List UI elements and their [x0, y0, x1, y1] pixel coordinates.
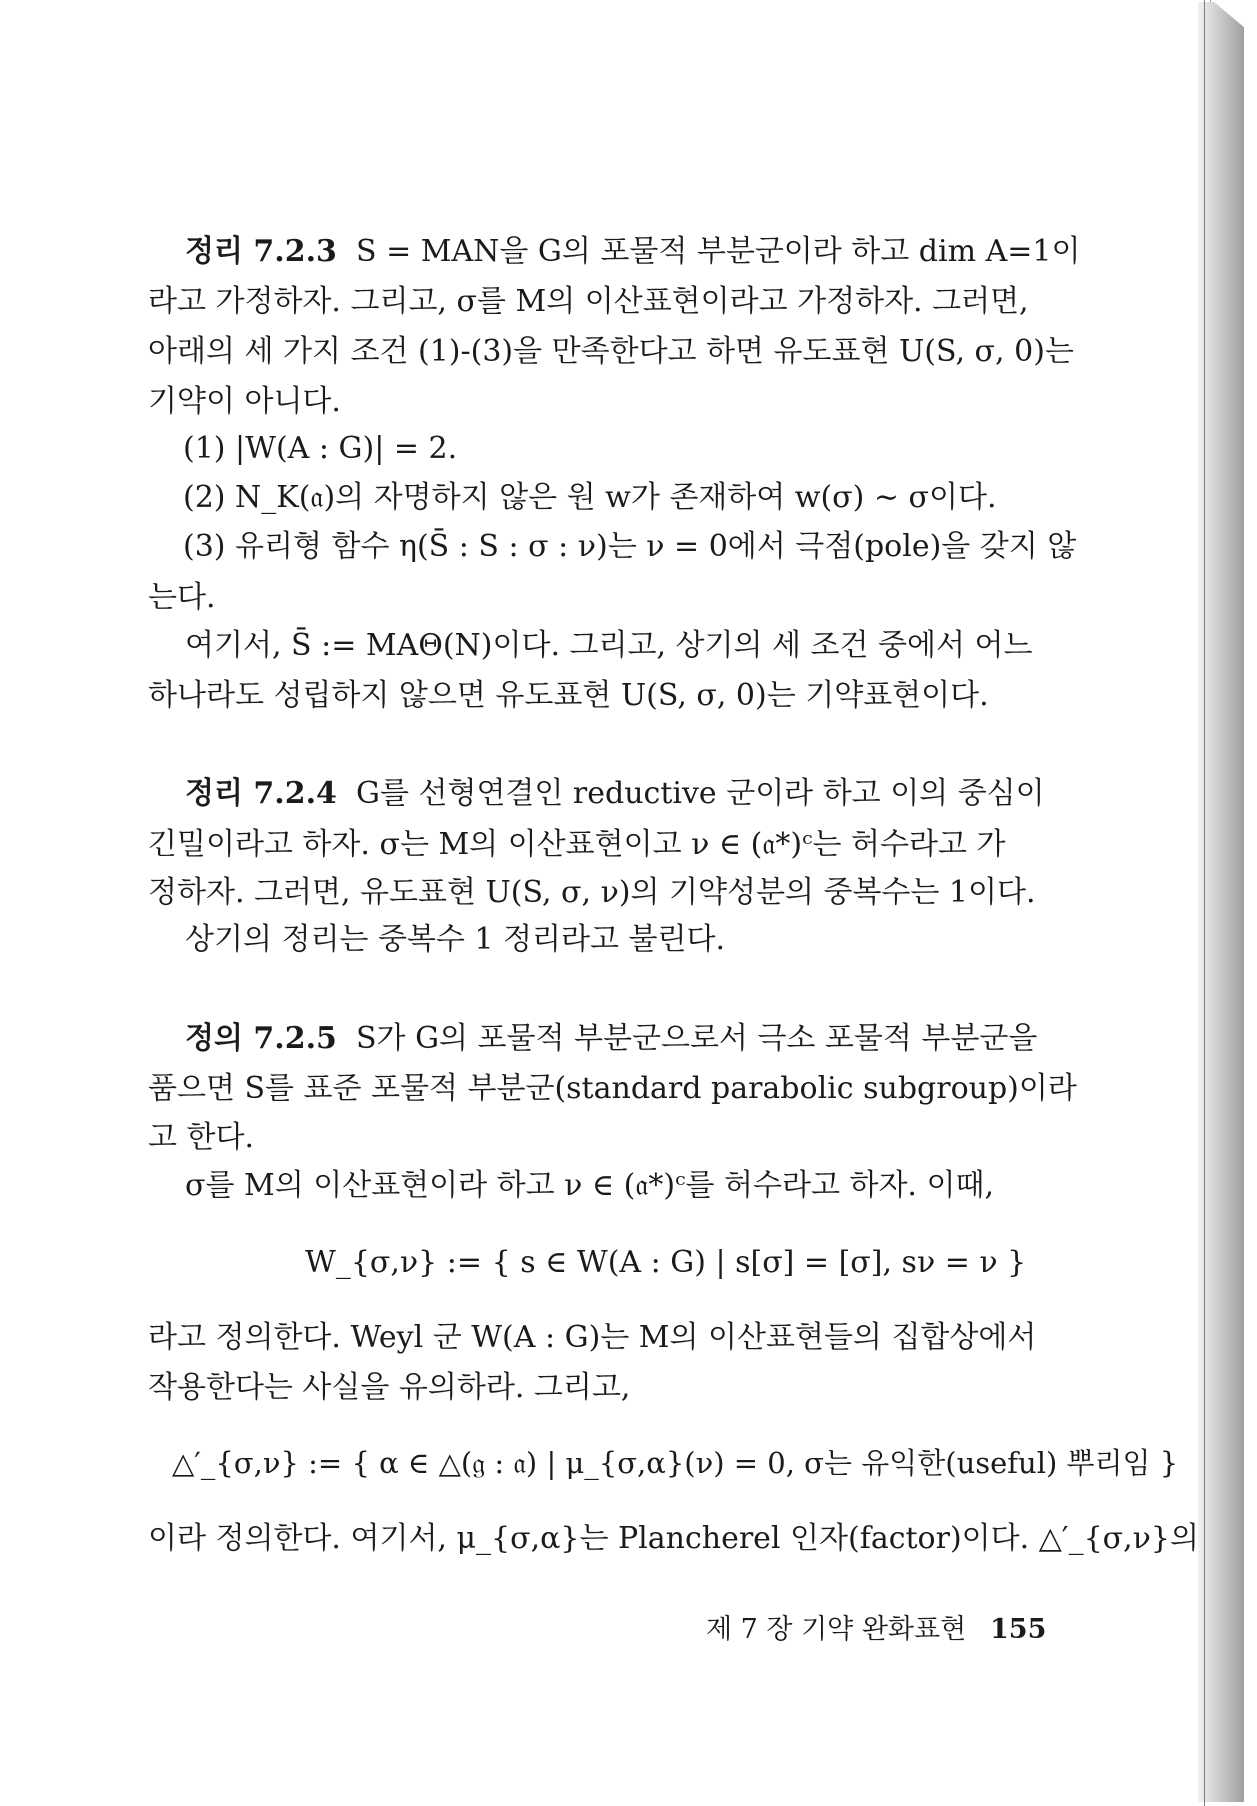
theorem-text-line: 정하자. 그러면, 유도표현 U(S, σ, ν)의 기약성분의 중복수는 1이다.	[148, 875, 1036, 910]
theorem-label: 정리 7.2.4	[185, 776, 337, 811]
paragraph-line: 작용한다는 사실을 유의하라. 그리고,	[148, 1370, 631, 1405]
chapter-running-footer: 제 7 장 기약 완화표현	[706, 1614, 967, 1645]
theorem-text-line: 아래의 세 가지 조건 (1)-(3)을 만족한다고 하면 유도표현 U(S, σ, 0)는	[148, 334, 1074, 369]
definition-label: 정의 7.2.5	[185, 1021, 337, 1056]
definition-text-line: 품으면 S를 표준 포물적 부분군(standard parabolic subgroup)이라	[148, 1071, 1077, 1106]
paragraph-line: 라고 정의한다. Weyl 군 W(A : G)는 M의 이산표현들의 집합상에서	[148, 1320, 1037, 1355]
page-edge-line	[1204, 0, 1205, 1806]
theorem-text-line: G를 선형연결인 reductive 군이라 하고 이의 중심이	[356, 776, 1045, 811]
theorem-label: 정리 7.2.3	[185, 234, 337, 269]
page-number: 155	[990, 1614, 1047, 1645]
theorem-text-line: 라고 가정하자. 그리고, σ를 M의 이산표현이라고 가정하자. 그러면,	[148, 284, 1029, 319]
remark-line: 상기의 정리는 중복수 1 정리라고 불린다.	[185, 922, 725, 957]
definition-text-line: 고 한다.	[148, 1120, 255, 1155]
display-formula-w: W_{σ,ν} := { s ∈ W(A : G) | s[σ] = [σ], sν = ν }	[305, 1245, 1027, 1280]
display-formula-delta: △′_{σ,ν} := { α ∈ △(𝔤 : 𝔞) | μ_{σ,α}(ν) = 0, σ는 유익한(useful) 뿌리임 }	[172, 1446, 1179, 1480]
theorem-text-line: S = MAN을 G의 포물적 부분군이라 하고 dim A=1이	[356, 234, 1081, 269]
theorem-text-line: 긴밀이라고 하자. σ는 M의 이산표현이고 ν ∈ (𝔞*)ᶜ는 허수라고 가	[148, 827, 1006, 862]
theorem-text-line: 기약이 아니다.	[148, 384, 341, 419]
condition-1: (1) |W(A : G)| = 2.	[183, 431, 458, 466]
paragraph-line: σ를 M의 이산표현이라 하고 ν ∈ (𝔞*)ᶜ를 허수라고 하자. 이때,	[185, 1168, 995, 1203]
definition-text-line: S가 G의 포물적 부분군으로서 극소 포물적 부분군을	[356, 1021, 1038, 1056]
condition-2: (2) N_K(𝔞)의 자명하지 않은 원 w가 존재하여 w(σ) ∼ σ이다.	[183, 480, 997, 515]
condition-3: (3) 유리형 함수 η(S̄ : S : σ : ν)는 ν = 0에서 극점(pole)을 갖지 않	[183, 529, 1077, 564]
remark-line: 여기서, S̄ := MAΘ(N)이다. 그리고, 상기의 세 조건 중에서 어느	[185, 628, 1033, 663]
remark-line: 하나라도 성립하지 않으면 유도표현 U(S, σ, 0)는 기약표현이다.	[148, 678, 989, 713]
condition-3-continued: 는다.	[148, 580, 216, 615]
paragraph-line: 이라 정의한다. 여기서, μ_{σ,α}는 Plancherel 인자(factor)이다. △′_{σ,ν}의	[148, 1521, 1199, 1556]
